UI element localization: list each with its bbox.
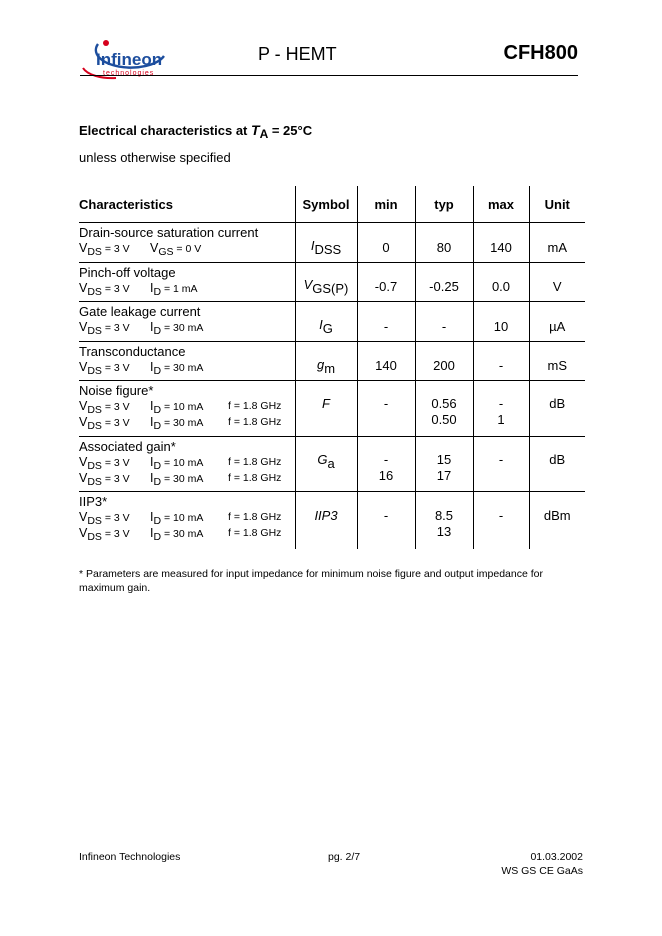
cell-symbol: F xyxy=(295,381,357,437)
cell-unit: mS xyxy=(529,342,585,381)
cell-max: 10 xyxy=(473,302,529,342)
cell-characteristic: Transconductance $V_{DS} = 3$ V $I_D = 30$ mA xyxy=(79,342,295,381)
cell-min: 0 xyxy=(357,223,415,263)
cell-characteristic: Associated gain* $V_{DS} = 3$ V $I_D = 10$ mA f = 1.8 GHz $V_{DS} = 3$ V $I_D = 30$ mA f = 1.8 GHz xyxy=(79,437,295,492)
header-max: max xyxy=(473,186,529,223)
cell-characteristic: IIP3* $V_{DS} = 3$ V $I_D = 10$ mA f = 1.8 GHz $V_{DS} = 3$ V $I_D = 30$ mA f = 1.8 GHz xyxy=(79,494,282,543)
cell-min: 140 xyxy=(357,342,415,381)
table-row xyxy=(79,492,585,549)
document-title: P - HEMT xyxy=(258,44,337,64)
cell-symbol: $g_m$ xyxy=(295,342,357,381)
cell-typ: 15 17 xyxy=(415,437,473,492)
table-row xyxy=(79,263,585,302)
table-header-row xyxy=(79,186,585,223)
cell-max: - 1 xyxy=(473,381,529,437)
cell-min: - xyxy=(357,381,415,437)
section-title: Electrical characteristics at $T_A = 25^\circ C$ xyxy=(79,122,313,141)
cell-max: - xyxy=(473,437,529,492)
cell-min: - 16 xyxy=(357,437,415,492)
cell-max: - xyxy=(473,492,529,549)
header-divider xyxy=(80,75,578,76)
cell-unit: dB xyxy=(529,437,585,492)
cell-unit: µA xyxy=(529,302,585,342)
table-row xyxy=(79,437,585,492)
cell-characteristic: Drain-source saturation current $V_{DS} = 3$ V $V_{GS} = 0$ V xyxy=(79,223,295,263)
cell-typ: - xyxy=(415,302,473,342)
cell-max: 0.0 xyxy=(473,263,529,302)
cell-symbol: $G_a$ xyxy=(295,437,357,492)
logo-wordmark: Infineon xyxy=(96,50,163,69)
cell-unit: mA xyxy=(529,223,585,263)
cell-typ: 80 xyxy=(415,223,473,263)
cell-symbol: $V_{GS(P)}$ xyxy=(295,263,357,302)
table-row xyxy=(79,342,585,381)
footer-company: Infineon Technologies xyxy=(79,851,181,863)
cell-unit: dBm xyxy=(529,492,585,549)
cell-max: 140 xyxy=(473,223,529,263)
cell-typ: 8.5 13 xyxy=(415,492,473,549)
electrical-characteristics-table xyxy=(79,186,585,549)
part-number: CFH800 xyxy=(503,42,578,64)
cell-min: - xyxy=(357,302,415,342)
table-row xyxy=(79,381,585,437)
cell-symbol: $I_G$ xyxy=(295,302,357,342)
header-symbol: Symbol xyxy=(295,186,357,223)
cell-min: -0.7 xyxy=(357,263,415,302)
header-characteristics: Characteristics xyxy=(79,186,295,223)
footer-page-number: pg. 2/7 xyxy=(328,851,361,863)
cell-symbol: IIP3 xyxy=(295,492,357,549)
cell-max: - xyxy=(473,342,529,381)
header-unit: Unit xyxy=(529,186,585,223)
cell-characteristic: Noise figure* $V_{DS} = 3$ V $I_D = 10$ mA f = 1.8 GHz $V_{DS} = 3$ V $I_D = 30$ mA f = 1.8 GHz xyxy=(79,381,295,437)
logo-tagline: technologies xyxy=(103,70,155,77)
footnote: * Parameters are measured for input impedance for minimum noise figure and output impedance for maximum gain. xyxy=(79,568,543,594)
table-row xyxy=(79,302,585,342)
cell-typ: 0.56 0.50 xyxy=(415,381,473,437)
header-min: min xyxy=(357,186,415,223)
cell-unit: dB xyxy=(529,381,585,437)
cell-typ: 200 xyxy=(415,342,473,381)
section-subtitle: unless otherwise specified xyxy=(79,150,231,165)
footer-date-dept xyxy=(501,851,583,878)
cell-unit: V xyxy=(529,263,585,302)
cell-characteristic: Pinch-off voltage $V_{DS} = 3$ V $I_D = 1$ mA xyxy=(79,263,295,302)
cell-typ: -0.25 xyxy=(415,263,473,302)
cell-symbol: $I_{DSS}$ xyxy=(295,223,357,263)
cell-characteristic: Gate leakage current $V_{DS} = 3$ V $I_D = 30$ mA xyxy=(79,302,295,342)
footer-date: 01.03.2002 xyxy=(530,851,583,863)
header-typ: typ xyxy=(415,186,473,223)
table-row xyxy=(79,223,585,263)
footer-dept: WS GS CE GaAs xyxy=(501,864,583,877)
cell-min: - xyxy=(357,492,415,549)
